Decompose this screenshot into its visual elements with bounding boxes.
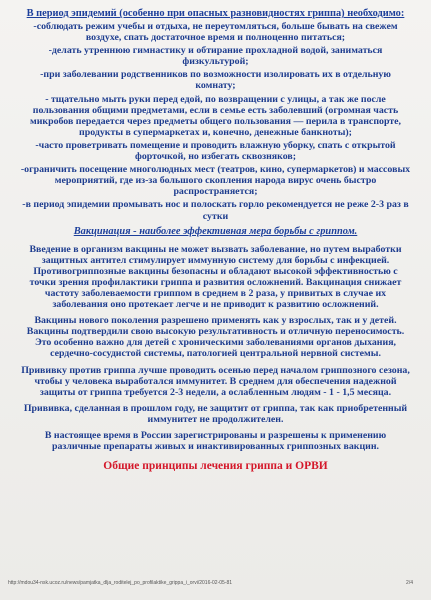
vaccination-paragraph: В настоящее время в России зарегистрированы и разрешены к применению различные препараты живых и инактивированных гриппозных вакцин. [44, 430, 387, 453]
vaccination-paragraph: Введение в организм вакцины не может вызвать заболевание, но путем выработки защитных антител стимулирует иммунную систему для борьбы с инфекцией. Противогриппозные вакцины безопасны и обладают высокой эффективностью с точки зрения профилактики гриппа и развития осложнений. Вакцинация снижает частоту заболеваемости гриппом в среднем в 2 раза, у привитых в случае их заболевания оно протекает легче и не приводит к развитию осложнений. [29, 243, 402, 311]
epidemic-item: -соблюдать режим учебы и отдыха, не переутомляться, больше бывать на свежем воздухе, спать достаточное время и полноценно питаться; [33, 21, 398, 44]
footer-url: http://mdou34-nsk.ucoz.ru/news/pamjatka_dlja_roditelej_po_profilaktike_grippa_i_orvi/2016-02-05-81 [8, 580, 233, 586]
vaccination-heading: Вакцинация - наиболее эффективная мера борьбы с гриппом. [73, 225, 358, 237]
epidemic-item: - тщательно мыть руки перед едой, по возвращении с улицы, а так же после пользования общими предметами, если в семье есть заболевший (огромная часть микробов передается через предметы общего пользования — перила в транспорте, продукты в супермаркетах и, конечно, денежные банкноты); [29, 93, 402, 138]
vaccination-paragraph: Прививка, сделанная в прошлом году, не защитит от гриппа, так как приобретенный иммунитет не продолжителен. [23, 402, 408, 425]
vaccination-paragraph: Вакцины нового поколения разрешено применять как у взрослых, так и у детей. Вакцины подтвердили свою высокую результативность и отличную переносимость. Это особенно важно для детей с хроническими заболеваниями органов дыхания, сердечно-сосудистой системы, патологией центральной нервной системы. [26, 315, 405, 360]
vaccination-paragraph: Прививку против гриппа лучше проводить осенью перед началом гриппозного сезона, чтобы у человека выработался иммунитет. В среднем для обеспечения надежной защиты от гриппа требуется 2-3 недели, а ослабленным людям - 1 - 1,5 месяца. [21, 364, 410, 398]
epidemic-heading: В период эпидемий (особенно при опасных разновидностях гриппа) необходимо: [26, 8, 405, 19]
epidemic-item: -при заболевании родственников по возможности изолировать их в отдельную комнату; [40, 69, 391, 92]
page-number: 2/4 [406, 580, 413, 586]
treatment-section-title: Общие принципы лечения гриппа и ОРВИ [103, 460, 328, 473]
epidemic-item: -ограничить посещение многолюдных мест (театров, кино, супермаркетов) и массовых мероприятий, где из-за большого скопления народа вирус очень быстро распространяется; [20, 164, 411, 198]
epidemic-item: -часто проветривать помещение и проводить влажную уборку, спать с открытой форточкой, но избегать сквозняков; [35, 139, 396, 163]
epidemic-item: -делать утреннюю гимнастику и обтирание прохладной водой, заниматься физкультурой; [48, 45, 383, 68]
document-content [20, 8, 411, 473]
epidemic-item: -в период эпидемии промывать нос и полоскать горло рекомендуется не реже 2-3 раз в сутки [22, 199, 409, 222]
